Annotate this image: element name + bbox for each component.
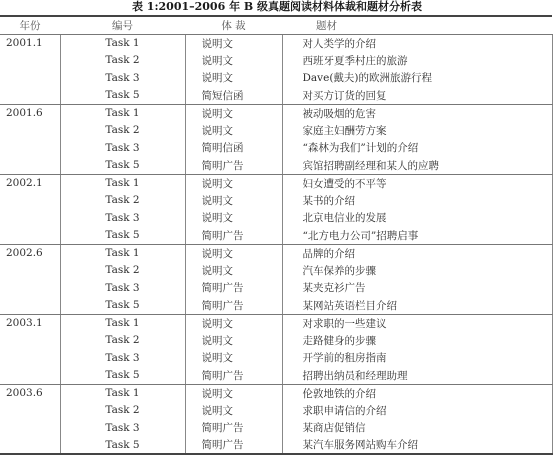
year-cell: 2003.1 — [0, 314, 60, 384]
header-topic: 题材 — [282, 16, 552, 34]
topic-cell: 某商店促销信 — [282, 419, 552, 437]
task-cell: Task 1 — [60, 174, 185, 192]
genre-cell: 说明文 — [185, 209, 282, 227]
table-row — [0, 332, 552, 350]
table-row — [0, 367, 552, 385]
topic-cell: Dave(戴夫)的欧洲旅游行程 — [282, 69, 552, 87]
topic-cell: 妇女遭受的不平等 — [282, 174, 552, 192]
task-cell: Task 1 — [60, 34, 185, 52]
task-cell: Task 3 — [60, 209, 185, 227]
header-number: 编号 — [60, 16, 185, 34]
genre-cell: 说明文 — [185, 174, 282, 192]
year-cell: 2001.1 — [0, 34, 60, 104]
task-cell: Task 3 — [60, 349, 185, 367]
task-cell: Task 1 — [60, 104, 185, 122]
task-cell: Task 1 — [60, 384, 185, 402]
topic-cell: 求职申请信的介绍 — [282, 402, 552, 420]
topic-cell: 伦敦地铁的介绍 — [282, 384, 552, 402]
topic-cell: 开学前的租房指南 — [282, 349, 552, 367]
table-row — [0, 87, 552, 105]
task-cell: Task 5 — [60, 297, 185, 315]
topic-cell: 招聘出纳员和经理助理 — [282, 367, 552, 385]
genre-cell: 说明文 — [185, 52, 282, 70]
table-row — [0, 139, 552, 157]
task-cell: Task 5 — [60, 227, 185, 245]
topic-cell: 某书的介绍 — [282, 192, 552, 210]
topic-cell: 西班牙夏季村庄的旅游 — [282, 52, 552, 70]
table-row — [0, 244, 552, 262]
table-body — [0, 34, 552, 454]
year-cell: 2001.6 — [0, 104, 60, 174]
genre-cell: 简明广告 — [185, 367, 282, 385]
topic-cell: 某汽车服务网站购车介绍 — [282, 437, 552, 455]
genre-cell: 简明广告 — [185, 437, 282, 455]
table-row — [0, 349, 552, 367]
year-cell: 2003.6 — [0, 384, 60, 454]
table-caption: 表 1:2001–2006 年 B 级真题阅读材料体裁和题材分析表 — [131, 0, 423, 13]
header-year: 年份 — [0, 16, 60, 34]
genre-cell: 说明文 — [185, 34, 282, 52]
table-row — [0, 384, 552, 402]
task-cell: Task 1 — [60, 244, 185, 262]
task-cell: Task 5 — [60, 367, 185, 385]
topic-cell: 北京电信业的发展 — [282, 209, 552, 227]
table-row — [0, 34, 552, 52]
table-row — [0, 52, 552, 70]
header-genre: 体 裁 — [185, 16, 282, 34]
genre-cell: 说明文 — [185, 244, 282, 262]
topic-cell: 对人类学的介绍 — [282, 34, 552, 52]
table-header-row — [0, 16, 552, 34]
genre-cell: 说明文 — [185, 384, 282, 402]
task-cell: Task 3 — [60, 419, 185, 437]
topic-cell: 某网站英语栏目介绍 — [282, 297, 552, 315]
table-row — [0, 69, 552, 87]
task-cell: Task 1 — [60, 314, 185, 332]
topic-cell: 宾馆招聘副经理和某人的应聘 — [282, 157, 552, 175]
task-cell: Task 3 — [60, 279, 185, 297]
topic-cell: “北方电力公司”招聘启事 — [282, 227, 552, 245]
table-row — [0, 157, 552, 175]
task-cell: Task 2 — [60, 402, 185, 420]
year-cell: 2002.6 — [0, 244, 60, 314]
task-cell: Task 2 — [60, 262, 185, 280]
table-row — [0, 122, 552, 140]
genre-cell: 说明文 — [185, 104, 282, 122]
table-row — [0, 262, 552, 280]
task-cell: Task 2 — [60, 332, 185, 350]
genre-cell: 说明文 — [185, 122, 282, 140]
genre-cell: 简明信函 — [185, 139, 282, 157]
task-cell: Task 5 — [60, 157, 185, 175]
task-cell: Task 5 — [60, 437, 185, 455]
genre-cell: 说明文 — [185, 262, 282, 280]
genre-cell: 说明文 — [185, 349, 282, 367]
topic-cell: 走路健身的步骤 — [282, 332, 552, 350]
table-row — [0, 314, 552, 332]
table-row — [0, 209, 552, 227]
table-row — [0, 419, 552, 437]
topic-cell: 某夹克衫广告 — [282, 279, 552, 297]
genre-cell: 简明广告 — [185, 419, 282, 437]
table-row — [0, 402, 552, 420]
genre-cell: 说明文 — [185, 69, 282, 87]
genre-cell: 说明文 — [185, 314, 282, 332]
topic-cell: “森林为我们”计划的介绍 — [282, 139, 552, 157]
table-row — [0, 279, 552, 297]
genre-cell: 简明广告 — [185, 227, 282, 245]
table-row — [0, 192, 552, 210]
task-cell: Task 2 — [60, 192, 185, 210]
task-cell: Task 2 — [60, 122, 185, 140]
genre-cell: 说明文 — [185, 332, 282, 350]
genre-cell: 说明文 — [185, 192, 282, 210]
topic-cell: 汽车保养的步骤 — [282, 262, 552, 280]
table-row — [0, 174, 552, 192]
topic-cell: 对求职的一些建议 — [282, 314, 552, 332]
genre-cell: 简短信函 — [185, 87, 282, 105]
topic-cell: 对买方订货的回复 — [282, 87, 552, 105]
topic-cell: 家庭主妇酬劳方案 — [282, 122, 552, 140]
table-row — [0, 227, 552, 245]
topic-cell: 被动吸烟的危害 — [282, 104, 552, 122]
topic-cell: 品牌的介绍 — [282, 244, 552, 262]
year-cell: 2002.1 — [0, 174, 60, 244]
genre-cell: 简明广告 — [185, 279, 282, 297]
genre-cell: 简明广告 — [185, 157, 282, 175]
genre-cell: 简明广告 — [185, 297, 282, 315]
genre-cell: 说明文 — [185, 402, 282, 420]
task-cell: Task 3 — [60, 139, 185, 157]
task-cell: Task 3 — [60, 69, 185, 87]
table-row — [0, 297, 552, 315]
table-row — [0, 437, 552, 455]
task-cell: Task 2 — [60, 52, 185, 70]
task-cell: Task 5 — [60, 87, 185, 105]
analysis-table — [0, 15, 553, 455]
table-row — [0, 104, 552, 122]
